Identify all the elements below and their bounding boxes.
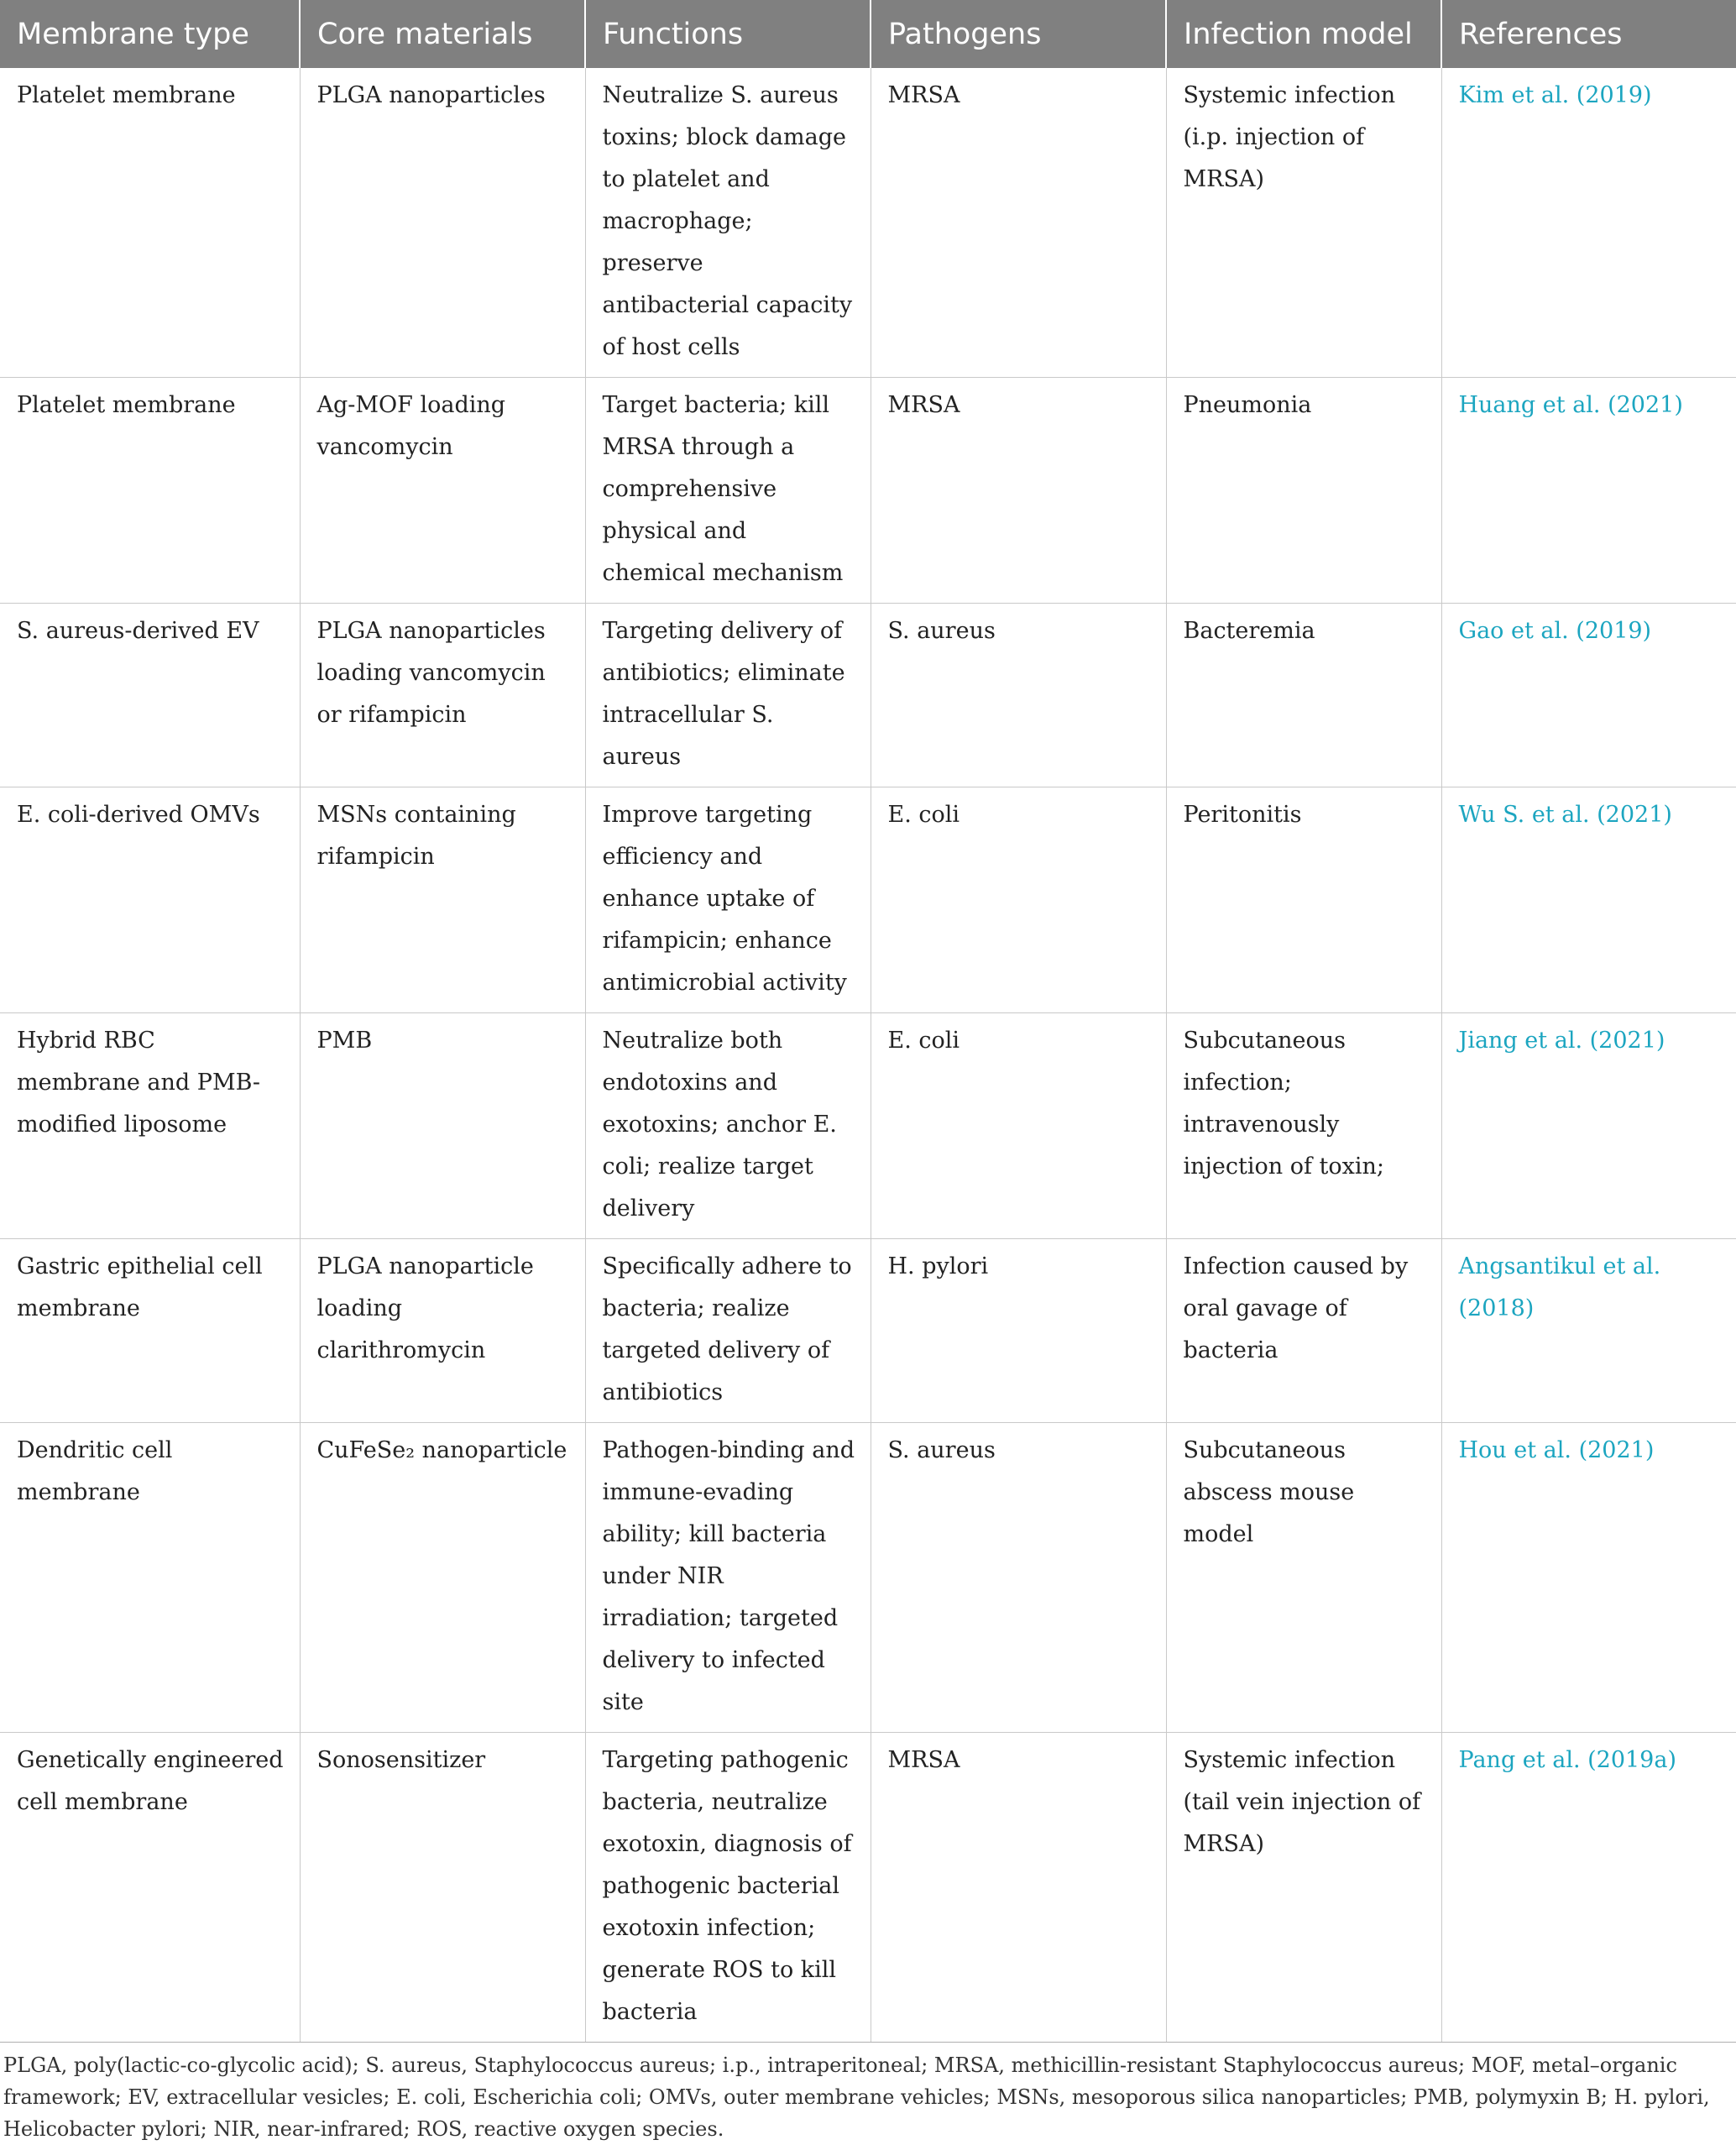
header-core-materials: Core materials — [300, 0, 585, 68]
cell-functions: Targeting pathogenic bacteria, neutralize exotoxin, diagnosis of pathogenic bacterial exotoxin infection; generate ROS to kill bacteria — [585, 1733, 871, 2043]
header-row — [0, 0, 1736, 68]
cell-membrane-type: S. aureus-derived EV — [0, 604, 300, 787]
cell-core-materials: CuFeSe₂ nanoparticle — [300, 1423, 585, 1733]
cell-infection-model: Bacteremia — [1166, 604, 1441, 787]
cell-reference-link[interactable]: Wu S. et al. (2021) — [1441, 787, 1736, 1013]
cell-functions: Targeting delivery of antibiotics; eliminate intracellular S. aureus — [585, 604, 871, 787]
cell-pathogens: E. coli — [871, 787, 1166, 1013]
cell-infection-model: Pneumonia — [1166, 378, 1441, 604]
cell-functions: Target bacteria; kill MRSA through a comprehensive physical and chemical mechanism — [585, 378, 871, 604]
table-row — [0, 604, 1736, 787]
table-footnote: PLGA, poly(lactic-co-glycolic acid); S. aureus, Staphylococcus aureus; i.p., intraperitoneal; MRSA, methicillin-resistant Staphylococcus aureus; MOF, metal–organic framework; EV, extracellular vesicles; E. coli, Escherichia coli; OMVs, outer membrane vehicles; MSNs, mesoporous silica nanoparticles; PMB, polymyxin B; H. pylori, Helicobacter pylori; NIR, near-infrared; ROS, reactive oxygen species. — [3, 2053, 1710, 2141]
cell-core-materials: PLGA nanoparticles loading vancomycin or rifampicin — [300, 604, 585, 787]
table-header — [0, 0, 1736, 68]
table-body — [0, 68, 1736, 2043]
cell-reference-link[interactable]: Gao et al. (2019) — [1441, 604, 1736, 787]
header-references: References — [1441, 0, 1736, 68]
table-row — [0, 1239, 1736, 1423]
cell-infection-model: Subcutaneous abscess mouse model — [1166, 1423, 1441, 1733]
cell-pathogens: MRSA — [871, 378, 1166, 604]
cell-core-materials: PMB — [300, 1013, 585, 1239]
cell-functions: Specifically adhere to bacteria; realize targeted delivery of antibiotics — [585, 1239, 871, 1423]
header-infection-model: Infection model — [1166, 0, 1441, 68]
cell-pathogens: MRSA — [871, 68, 1166, 378]
cell-infection-model: Systemic infection (i.p. injection of MRSA) — [1166, 68, 1441, 378]
cell-core-materials: Ag-MOF loading vancomycin — [300, 378, 585, 604]
cell-infection-model: Peritonitis — [1166, 787, 1441, 1013]
header-membrane-type: Membrane type — [0, 0, 300, 68]
cell-functions: Pathogen-binding and immune-evading ability; kill bacteria under NIR irradiation; targeted delivery to infected site — [585, 1423, 871, 1733]
cell-pathogens: S. aureus — [871, 1423, 1166, 1733]
cell-infection-model: Systemic infection (tail vein injection of MRSA) — [1166, 1733, 1441, 2043]
cell-core-materials: MSNs containing rifampicin — [300, 787, 585, 1013]
cell-functions: Neutralize both endotoxins and exotoxins; anchor E. coli; realize target delivery — [585, 1013, 871, 1239]
cell-membrane-type: Platelet membrane — [0, 378, 300, 604]
cell-reference-link[interactable]: Huang et al. (2021) — [1441, 378, 1736, 604]
table-row — [0, 1013, 1736, 1239]
cell-membrane-type: Platelet membrane — [0, 68, 300, 378]
table-row — [0, 787, 1736, 1013]
cell-core-materials: PLGA nanoparticles — [300, 68, 585, 378]
cell-reference-link[interactable]: Angsantikul et al. (2018) — [1441, 1239, 1736, 1423]
cell-pathogens: S. aureus — [871, 604, 1166, 787]
cell-membrane-type: Dendritic cell membrane — [0, 1423, 300, 1733]
cell-membrane-type: E. coli-derived OMVs — [0, 787, 300, 1013]
cell-functions: Improve targeting efficiency and enhance uptake of rifampicin; enhance antimicrobial activity — [585, 787, 871, 1013]
cell-pathogens: H. pylori — [871, 1239, 1166, 1423]
cell-reference-link[interactable]: Pang et al. (2019a) — [1441, 1733, 1736, 2043]
cell-reference-link[interactable]: Hou et al. (2021) — [1441, 1423, 1736, 1733]
header-pathogens: Pathogens — [871, 0, 1166, 68]
cell-membrane-type: Hybrid RBC membrane and PMB-modified liposome — [0, 1013, 300, 1239]
header-functions: Functions — [585, 0, 871, 68]
cell-core-materials: Sonosensitizer — [300, 1733, 585, 2043]
cell-core-materials: PLGA nanoparticle loading clarithromycin — [300, 1239, 585, 1423]
cell-functions: Neutralize S. aureus toxins; block damage to platelet and macrophage; preserve antibacterial capacity of host cells — [585, 68, 871, 378]
cell-pathogens: E. coli — [871, 1013, 1166, 1239]
cell-membrane-type: Genetically engineered cell membrane — [0, 1733, 300, 2043]
table-row — [0, 378, 1736, 604]
table-row — [0, 68, 1736, 378]
cell-reference-link[interactable]: Kim et al. (2019) — [1441, 68, 1736, 378]
cell-infection-model: Infection caused by oral gavage of bacteria — [1166, 1239, 1441, 1423]
cell-infection-model: Subcutaneous infection; intravenously injection of toxin; — [1166, 1013, 1441, 1239]
cell-pathogens: MRSA — [871, 1733, 1166, 2043]
cell-membrane-type: Gastric epithelial cell membrane — [0, 1239, 300, 1423]
table-row — [0, 1423, 1736, 1733]
cell-reference-link[interactable]: Jiang et al. (2021) — [1441, 1013, 1736, 1239]
table-row — [0, 1733, 1736, 2043]
